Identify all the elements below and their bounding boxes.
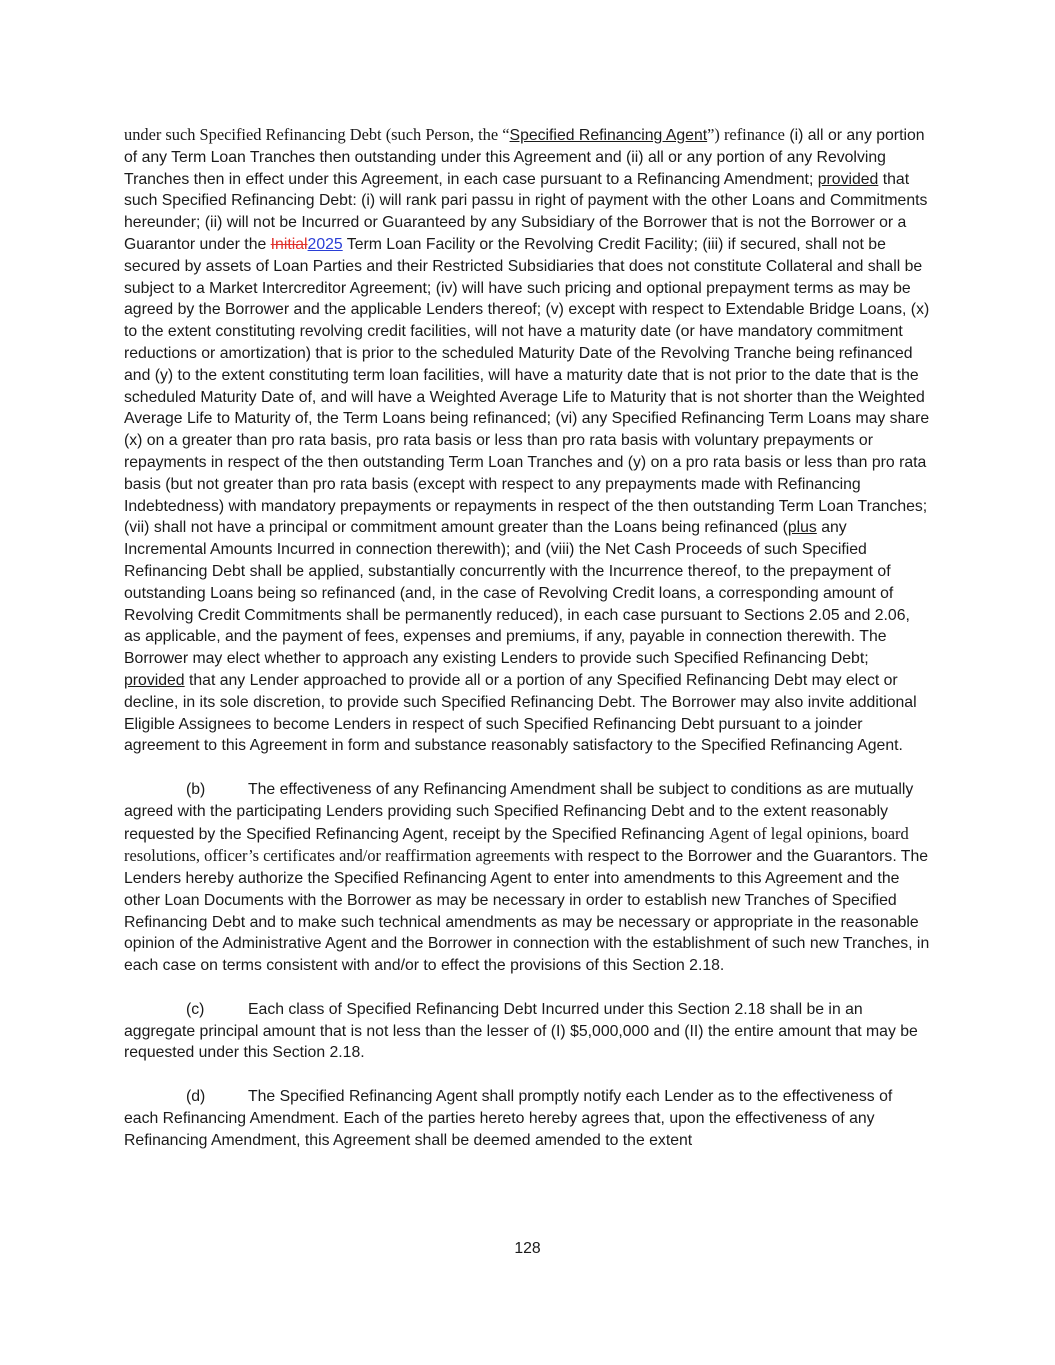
paragraph-c [124, 999, 930, 1064]
para-a-text-2: that such Specified Refinancing Debt: (i) will rank pari passu in right of payment with the other Loans and Commitments hereunder; (ii) will not be Incurred or Guaranteed by any Subsidiary of the Borrower that is not the Borrower or a Guarantor under the [124, 170, 928, 253]
para-a-text-1: (i) all or any portion of any Term Loan Tranches then outstanding under this Agreement and (ii) all or any portion of any Revolving Tranches then in effect under this Agreement, in each case pursuant to a Refinancing Amendment; [124, 127, 925, 188]
paragraph-d-label: (d) [186, 1088, 206, 1106]
para-a-text-5: that any Lender approached to provide all or a portion of any Specified Refinancing Debt may elect or decline, in its sole discretion, to provide such Specified Refinancing Debt. The Borrower may also invite additional Eligible Assignees to become Lenders in respect of such Specified Refinancing Debt pursuant to a joinder agreement to this Agreement in form and substance reasonably satisfactory to the Specified Refinancing Agent. [124, 671, 917, 755]
document-body [124, 124, 930, 1151]
paragraph-b-label: (b) [186, 780, 206, 798]
paragraph-b [124, 779, 930, 977]
provided-term-1: provided [817, 170, 879, 188]
para-d-text: The Specified Refinancing Agent shall promptly notify each Lender as to the effectiveness of each Refinancing Amendment. Each of the parties hereto hereby agrees that, upon the effectiveness of any Refinancing Amendment, this Agreement shall be deemed amended to the extent [124, 1088, 893, 1149]
para-b-text-1: The effectiveness of any Refinancing Amendment shall be subject to conditions as are mutually agreed with the participating Lenders providing such Specified Refinancing Debt and to the extent reasonably requested by the Specified Refinancing Agent, receipt by the Specified Refinancing [124, 780, 914, 843]
plus-term: plus [787, 519, 817, 537]
paragraph-d [124, 1086, 930, 1151]
para-a-text-4: any Incremental Amounts Incurred in connection therewith); and (viii) the Net Cash Proceeds of such Specified Refinancing Debt shall be applied, substantially concurrently with the Incurrence thereof, to the prepayment of outstanding Loans being so refinanced (and, in the case of Revolving Credit loans, a corresponding amount of Revolving Credit Commitments shall be permanently reduced), in each case pursuant to Sections 2.05 and 2.06, as applicable, and the payment of fees, expenses and premiums, if any, payable in connection therewith. The Borrower may elect whether to approach any existing Lenders to provide such Specified Refinancing Debt; [124, 519, 910, 668]
para-c-text: Each class of Specified Refinancing Debt Incurred under this Section 2.18 shall be in an aggregate principal amount that is not less than the lesser of (I) $5,000,000 and (II) the entire amount that may be requested under this Section 2.18. [124, 1000, 918, 1062]
tracked-insertion: 2025 [307, 235, 343, 253]
defined-term-specified-refinancing-agent: Specified Refinancing Agent [509, 127, 708, 144]
provided-term-2: provided [124, 671, 185, 689]
para-a-close-quote: ”) refinance [707, 125, 785, 144]
para-b-serif-line: Agent of legal opinions, board resolutions, officer’s certificates and/or reaffirmation agreements with [124, 823, 909, 866]
para-b-text-2: respect to the Borrower and the Guarantors. The Lenders hereby authorize the Specified Refinancing Agent to enter into amendments to this Agreement and the other Loan Documents with the Borrower as may be necessary in order to establish new Tranches of Specified Refinancing Debt and to make such technical amendments as may be necessary or appropriate in the reasonable opinion of the Administrative Agent and the Borrower in connection with the establishment of such new Tranches, in each case on terms consistent with and/or to effect the provisions of this Section 2.18. [124, 848, 930, 975]
page-number: 128 [514, 1240, 541, 1257]
para-a-lead: under such Specified Refinancing Debt (such Person, the “ [124, 125, 510, 144]
paragraph-c-label: (c) [186, 1000, 205, 1018]
para-a-text-3: Term Loan Facility or the Revolving Credit Facility; (iii) if secured, shall not be secured by assets of Loan Parties and their Restricted Subsidiaries that does not constitute Collateral and shall be subject to a Market Intercreditor Agreement; (iv) will have such pricing and optional prepayment terms as may be agreed by the Borrower and the applicable Lenders thereof; (v) except with respect to Extendable Bridge Loans, (x) to the extent constituting revolving credit facilities, will not have a maturity date (or have mandatory commitment reductions or amortization) that is prior to the scheduled Maturity Date of the Revolving Tranche being refinanced and (y) to the extent constituting term loan facilities, will have a maturity date that is not prior to the date that is the scheduled Maturity Date of, and will have a Weighted Average Life to Maturity that is not shorter than the Weighted Average Life to Maturity of, the Term Loans being refinanced; (vi) any Specified Refinancing Term Loans may share (x) on a greater than pro rata basis, pro rata basis or less than pro rata basis with voluntary prepayments or repayments in respect of the then outstanding Term Loan Tranches and (y) on a pro rata basis or less than pro rata basis (but not greater than pro rata basis (except with respect to any prepayments made with Refinancing Indebtedness) with mandatory prepayments or repayments in respect of the then outstanding Term Loan Tranches; (vii) shall not have a principal or commitment amount greater than the Loans being refinanced ( [124, 235, 930, 537]
tracked-deletion: Initial [270, 235, 308, 253]
paragraph-a-continued [124, 124, 930, 757]
